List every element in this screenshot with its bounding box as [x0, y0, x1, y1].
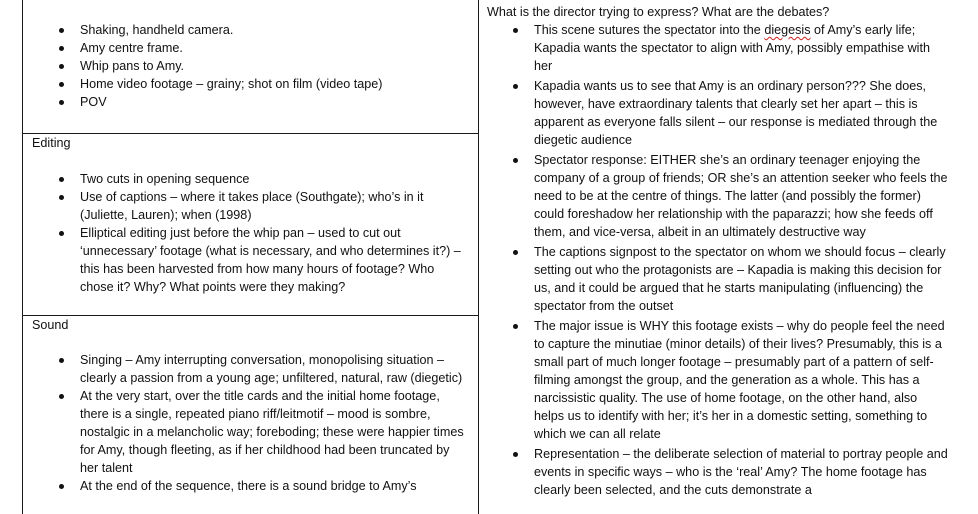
list-item: Use of captions – where it takes place (Southgate); who’s in it (Juliette, Lauren); when (1998) — [56, 188, 466, 224]
list-item: Elliptical editing just before the whip pan – used to cut out ‘unnecessary’ footage (what is necessary, and who determines it?) – this has been harvested from how many hours of footage? Who chose it? Why? What points were they making? — [56, 224, 466, 296]
editing-label: Editing — [32, 136, 71, 150]
table-border-middle — [478, 0, 479, 514]
list-item: Home video footage – grainy; shot on film (video tape) — [56, 75, 468, 93]
list-item: Singing – Amy interrupting conversation, monopolising situation – clearly a passion from a young age; unfiltered, natural, raw (diegetic) — [56, 351, 466, 387]
list-item: Representation – the deliberate selection of material to portray people and events in specific ways – who is the ‘real’ Amy? The home footage has clearly been selected, and the cuts demonstrate a — [510, 445, 950, 499]
list-item: Shaking, handheld camera. — [56, 21, 468, 39]
sound-bullet-list — [56, 351, 466, 495]
list-item: POV — [56, 93, 468, 111]
list-item: Two cuts in opening sequence — [56, 170, 466, 188]
table-row-divider-editing — [22, 133, 478, 134]
director-bullet-list — [510, 21, 950, 501]
list-item: Spectator response: EITHER she’s an ordinary teenager enjoying the company of a group of friends; OR she’s an attention seeker who feels the need to be at the centre of things. The latter (and possibly the former) could foreshadow her relationship with the paparazzi; how she feeds off them, and vice-versa, albeit in an ultimately destructive way — [510, 151, 950, 241]
list-item: Kapadia wants us to see that Amy is an ordinary person??? She does, however, have extraordinary talents that clearly set her apart – this is apparent as everyone falls silent – our response is mediated through the diegetic audience — [510, 77, 950, 149]
list-item — [510, 21, 950, 75]
list-item: The major issue is WHY this footage exists – why do people feel the need to capture the minutiae (minor details) of their lives? Presumably, this is a small part of much longer footage – presumably part of a pattern of self-filming amongst the group, and the generation as a whole. This has a narcissistic quality. The use of home footage, on the other hand, also helps us to identify with her; it’s her in a domestic setting, something to which we can all relate — [510, 317, 950, 443]
list-item: Whip pans to Amy. — [56, 57, 468, 75]
item-text-before: This scene sutures the spectator into the — [534, 23, 765, 37]
sound-label: Sound — [32, 318, 69, 332]
editing-bullet-list — [56, 170, 466, 296]
table-row-divider-sound — [22, 315, 478, 316]
table-border-left — [22, 0, 23, 514]
list-item: At the end of the sequence, there is a sound bridge to Amy’s — [56, 477, 466, 495]
list-item: At the very start, over the title cards and the initial home footage, there is a single, repeated piano riff/leitmotif – mood is sombre, nostalgic in a melancholic way; foreboding; these were happier times for Amy, though fleeting, as if her childhood had been truncated by her talent — [56, 387, 466, 477]
spellcheck-flagged-word: diegesis — [764, 23, 811, 37]
list-item: The captions signpost to the spectator on whom we should focus – clearly setting out who the protagonists are – Kapadia is making this decision for us, and it could be argued that he starts manipulating (influencing) the spectator from the outset — [510, 243, 950, 315]
list-item: Amy centre frame. — [56, 39, 468, 57]
director-question-heading: What is the director trying to express? What are the debates? — [487, 5, 830, 19]
item-text-after: of Amy’s early life; Kapadia wants the spectator to align with Amy, possibly empathise with her — [534, 23, 930, 73]
camera-bullet-list — [56, 21, 468, 111]
